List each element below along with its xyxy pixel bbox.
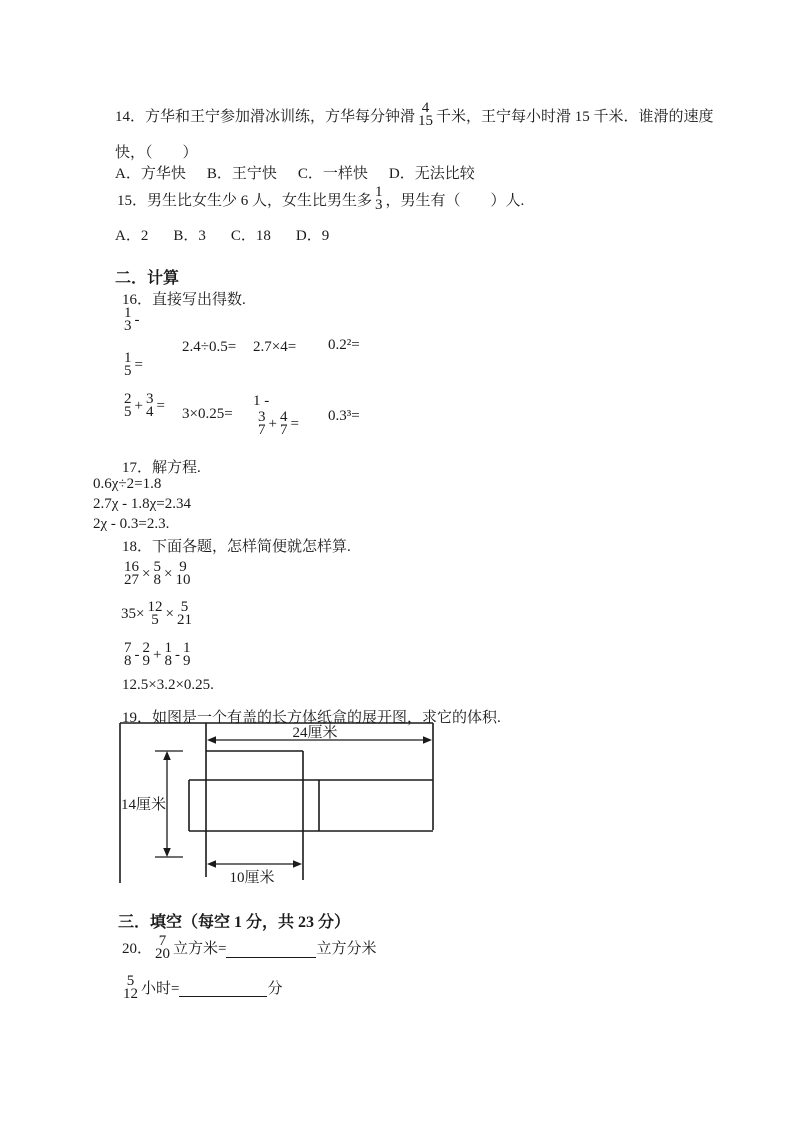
fraction-denominator: 21 xyxy=(176,612,192,628)
q16-fraction-2-5 xyxy=(124,393,132,419)
fraction-numerator: 2 xyxy=(142,640,150,656)
q17-equation-1: 0.6χ÷2=1.8 xyxy=(93,476,162,492)
q14-stem-line2: 快，（ ） xyxy=(115,145,198,161)
fraction-numerator: 5 xyxy=(153,559,161,575)
q17-equation-3: 2χ - 0.3=2.3. xyxy=(93,516,170,532)
q20-unit-minutes: 分 xyxy=(267,981,283,997)
arrowhead-right-icon xyxy=(293,860,302,868)
q14-option-c: C．一样快 xyxy=(297,166,368,182)
fraction-numerator: 1 xyxy=(375,184,383,200)
fraction-denominator: 7 xyxy=(279,422,288,438)
q20-label-hours: 小时= xyxy=(141,981,180,997)
q14-stem-line1 xyxy=(115,98,714,132)
q16-expr-r1c4: 0.2²= xyxy=(328,337,360,353)
q16-equals-sign: = xyxy=(134,356,143,373)
q15-options xyxy=(115,224,329,245)
q18-minus-op: - xyxy=(174,646,180,663)
fraction-numerator: 1 xyxy=(164,640,172,656)
dim-label-14: 14厘米 xyxy=(121,797,167,813)
q15-option-c: C．18 xyxy=(230,228,271,244)
arrowhead-left-icon xyxy=(207,860,216,868)
q18-fraction-7-8 xyxy=(124,642,132,668)
q19-title: 19．如图是一个有盖的长方体纸盒的展开图，求它的体积. xyxy=(122,710,501,726)
q15-option-a: A．2 xyxy=(115,228,149,244)
q18-expr-4: 12.5×3.2×0.25. xyxy=(122,677,214,693)
q16-plus-op: + xyxy=(268,415,277,432)
q16-expr-r2c1 xyxy=(121,392,165,420)
fraction-numerator: 3 xyxy=(258,409,266,425)
arrowhead-up-icon xyxy=(163,751,171,760)
arrowhead-down-icon xyxy=(163,848,171,857)
q18-times-op: × xyxy=(163,565,173,582)
q14-option-b: B．王宁快 xyxy=(206,166,277,182)
q18-times-op: × xyxy=(142,565,151,582)
fraction-denominator: 4 xyxy=(145,404,154,420)
q16-title: 16．直接写出得数. xyxy=(122,292,246,308)
fraction-denominator: 5 xyxy=(151,612,159,628)
q20-blank-line-2 xyxy=(120,972,282,1003)
fraction-denominator: 12 xyxy=(123,985,138,1002)
q18-expr-3 xyxy=(121,640,193,670)
q16-fraction-1-3 xyxy=(124,307,132,333)
dim-label-10: 10厘米 xyxy=(229,870,275,886)
q18-minus-op: - xyxy=(134,646,140,663)
q14-option-a: A．方华快 xyxy=(115,166,186,182)
fraction-denominator: 5 xyxy=(124,404,132,420)
fraction-numerator: 1 xyxy=(124,350,132,366)
q17-equation-2: 2.7χ - 1.8χ=2.34 xyxy=(93,496,192,512)
q15-fraction xyxy=(375,186,383,212)
fraction-numerator: 2 xyxy=(124,391,132,407)
fraction-denominator: 8 xyxy=(124,653,132,669)
fraction-numerator: 7 xyxy=(124,640,132,656)
q18-times-op: × xyxy=(165,605,174,622)
section-3-header: 三．填空（每空 1 分，共 23 分） xyxy=(118,914,351,931)
q16-equals-sign: = xyxy=(290,415,299,432)
q16-expr-r2c2: 3×0.25= xyxy=(182,406,233,422)
q14-stem-pre: 14．方华和王宁参加滑冰训练，方华每分钟滑 xyxy=(115,108,416,125)
q16-expr-1b xyxy=(121,351,143,379)
q18-expr-2 xyxy=(121,599,195,629)
q16-equals-sign: = xyxy=(156,397,165,414)
q16-fraction-4-7 xyxy=(280,411,288,437)
fraction-denominator: 15 xyxy=(418,113,434,129)
q16-expr-r1c3: 2.7×4= xyxy=(253,339,297,355)
q17-title: 17．解方程. xyxy=(122,460,201,476)
fraction-numerator: 16 xyxy=(124,559,139,575)
fraction-denominator: 8 xyxy=(164,653,172,669)
q18-fraction-1-8 xyxy=(164,642,172,668)
dim-label-24: 24厘米 xyxy=(292,725,338,741)
fraction-denominator: 3 xyxy=(375,197,383,213)
q20-fraction-7-20 xyxy=(155,932,171,962)
fraction-numerator: 1 xyxy=(124,305,132,321)
q15-option-b: B．3 xyxy=(173,228,206,244)
q14-fraction xyxy=(418,102,433,128)
q20-blank-line-1 xyxy=(122,932,377,963)
fraction-denominator: 5 xyxy=(124,363,132,379)
q18-fraction-16-27 xyxy=(124,561,139,587)
q18-fraction-5-8 xyxy=(153,561,161,587)
fraction-numerator: 3 xyxy=(145,391,154,407)
fraction-denominator: 8 xyxy=(153,572,161,588)
q16-fraction-3-4 xyxy=(146,393,154,419)
q16-fraction-3-7 xyxy=(258,411,266,437)
q18-fraction-12-5 xyxy=(147,601,162,627)
fraction-numerator: 5 xyxy=(180,599,189,615)
section-2-header: 二．计算 xyxy=(115,270,180,287)
q20-label-cubic-meter: 立方米= xyxy=(173,941,227,957)
q20-fraction-5-12 xyxy=(123,972,138,1002)
arrowhead-left-icon xyxy=(207,736,216,744)
q16-expr-r1c2: 2.4÷0.5= xyxy=(182,339,237,355)
q18-expr2-prefix: 35× xyxy=(121,605,145,622)
q20-answer-blank-1 xyxy=(226,932,316,958)
q16-expr-1a xyxy=(121,306,140,334)
q18-plus-op: + xyxy=(153,646,162,663)
q15-stem-post: ，男生有（ ）人. xyxy=(385,192,525,209)
q18-fraction-9-10 xyxy=(175,561,190,587)
fraction-denominator: 7 xyxy=(258,422,266,438)
box-net-figure xyxy=(116,719,446,897)
q18-fraction-2-9 xyxy=(143,642,151,668)
q18-fraction-1-9 xyxy=(183,642,191,668)
q16-fraction-1-5 xyxy=(124,352,132,378)
q20-answer-blank-2 xyxy=(179,972,267,997)
q15-option-d: D．9 xyxy=(295,228,330,244)
q16-minus-op: - xyxy=(134,311,140,328)
fraction-denominator: 27 xyxy=(124,572,139,588)
q15-stem-pre: 15．男生比女生少 6 人，女生比男生多 xyxy=(117,192,373,209)
q16-expr-r2c3 xyxy=(255,410,299,438)
fraction-denominator: 3 xyxy=(124,318,132,334)
fraction-numerator: 5 xyxy=(126,972,135,989)
q20-number: 20． xyxy=(122,941,153,957)
fraction-denominator: 9 xyxy=(182,653,191,669)
q14-option-d: D．无法比较 xyxy=(388,166,475,182)
q20-unit-cubic-decimeter: 立方分米 xyxy=(316,941,377,957)
fraction-numerator: 7 xyxy=(158,932,167,949)
fraction-denominator: 9 xyxy=(142,653,150,669)
q16-expr-r2c3-top: 1 - xyxy=(253,393,270,409)
q14-stem-post: 千米，王宁每小时滑 15 千米．谁滑的速度 xyxy=(436,108,714,125)
fraction-numerator: 1 xyxy=(182,640,191,656)
q18-fraction-5-21 xyxy=(177,601,192,627)
q16-plus-op: + xyxy=(134,397,143,414)
arrowhead-right-icon xyxy=(423,736,432,744)
fraction-numerator: 12 xyxy=(147,599,163,615)
q14-options xyxy=(115,162,475,183)
fraction-denominator: 10 xyxy=(175,572,191,588)
q18-expr-1 xyxy=(121,559,193,589)
q16-expr-r2c4: 0.3³= xyxy=(328,408,360,424)
q15-stem-line xyxy=(117,183,524,215)
q18-title: 18．下面各题，怎样简便就怎样算. xyxy=(122,539,351,555)
fraction-denominator: 20 xyxy=(155,945,171,962)
fraction-numerator: 4 xyxy=(279,409,288,425)
fraction-numerator: 9 xyxy=(179,559,187,575)
fraction-numerator: 4 xyxy=(421,100,430,116)
